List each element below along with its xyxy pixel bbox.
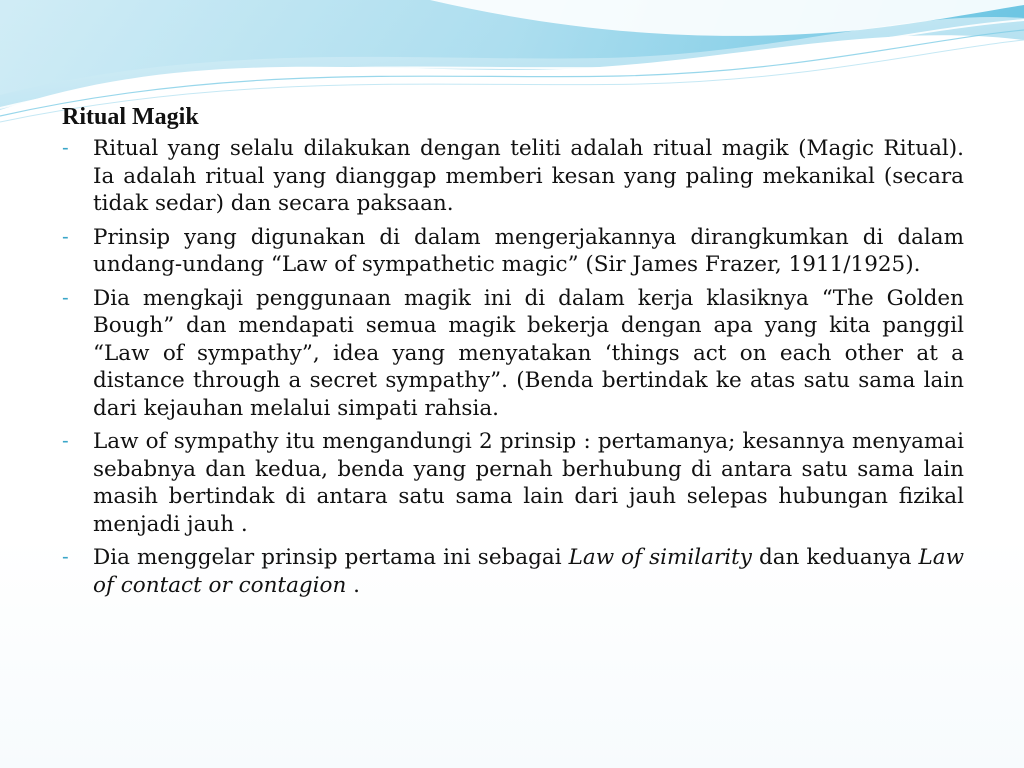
slide-content: [62, 103, 964, 605]
bullet-marker: -: [62, 546, 69, 568]
bullet-text: Dia menggelar prinsip pertama ini sebagai: [93, 545, 569, 570]
bullet-marker: -: [62, 225, 69, 248]
bullet-text: Ritual yang selalu dilakukan dengan teliti adalah ritual magik (Magic Ritual). Ia adalah ritual yang dianggap memberi kesan yang paling mekanikal (secara tidak sedar) dan secara paksaan.: [93, 136, 964, 216]
bullet-list: [62, 135, 964, 599]
bullet-text: Prinsip yang digunakan di dalam mengerjakannya dirangkumkan di dalam undang-undang “Law of sympathetic magic” (Sir James Frazer, 1911/1925).: [93, 224, 964, 277]
bullet-text: .: [346, 572, 360, 598]
bullet-item: [62, 224, 964, 279]
slide-heading: Ritual Magik: [62, 104, 199, 130]
bullet-text-italic: Law of contact or contagion: [93, 545, 964, 598]
bullet-marker: -: [62, 430, 69, 452]
bullet-item: [62, 285, 964, 423]
bullet-item: [62, 135, 964, 218]
bullet-item: [62, 544, 964, 599]
bullet-text: dan keduanya: [751, 545, 919, 570]
bullet-marker: -: [62, 137, 69, 159]
bullet-text: Law of sympathy itu mengandungi 2 prinsip : pertamanya; kesannya menyamai sebabnya dan kedua, benda yang pernah berhubung di antara satu sama lain masih bertindak di antara satu sama lain dari jauh selepas hubungan fizikal menjadi jauh .: [93, 429, 964, 537]
bullet-item: [62, 428, 964, 538]
bullet-text: Dia mengkaji penggunaan magik ini di dalam kerja klasiknya “The Golden Bough” dan mendapati semua magik bekerja dengan apa yang kita panggil “Law of sympathy”, idea yang menyatakan ‘things act on each other at a distance through a secret sympathy”. (Benda bertindak ke atas satu sama lain dari kejauhan melalui simpati rahsia.: [93, 285, 964, 421]
bullet-marker: -: [62, 286, 69, 309]
bullet-text-italic: Law of similarity: [568, 545, 752, 570]
